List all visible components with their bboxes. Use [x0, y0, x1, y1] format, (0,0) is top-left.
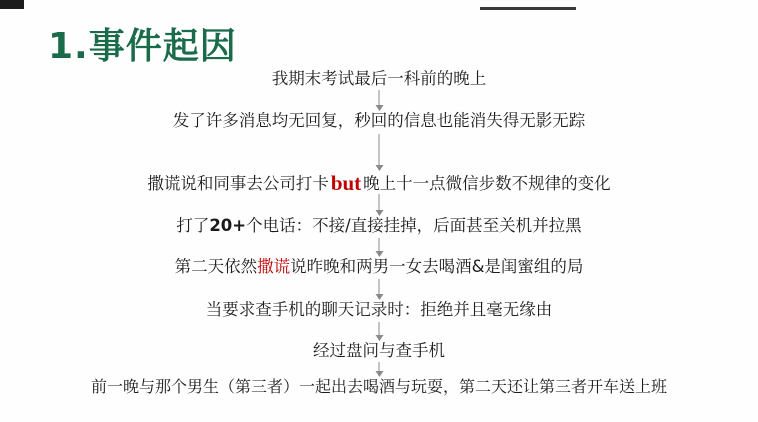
page-title: 1.事件起因 — [48, 26, 237, 67]
flow-arrow-3 — [379, 194, 380, 215]
flow-step-7-text: 经过盘问与查手机 — [313, 341, 445, 360]
flow-step-3-emphasis: but — [330, 171, 362, 195]
flow-step-5 — [0, 258, 758, 276]
flow-step-8-text: 前一晚与那个男生（第三者）一起出去喝酒与玩耍，第二天还让第三者开车送上班 — [90, 377, 667, 396]
flow-step-4-text-a: 打了 — [176, 216, 210, 235]
flow-step-7 — [0, 342, 758, 360]
flow-step-2 — [0, 112, 758, 130]
flow-step-4-text-b: 个电话：不接/直接挂掉，后面甚至关机并拉黑 — [246, 216, 582, 235]
flow-step-6 — [0, 301, 758, 319]
flow-step-3 — [0, 172, 758, 195]
flow-arrow-4 — [379, 238, 380, 256]
flow-step-4-count: 20+ — [209, 216, 247, 235]
flow-step-1-text: 我期末考试最后一科前的晚上 — [271, 69, 487, 88]
flow-arrow-2 — [379, 134, 380, 170]
flow-step-5-text-b: 说昨晚和两男一女去喝酒&是闺蜜组的局 — [290, 257, 584, 276]
flow-step-2-text: 发了许多消息均无回复，秒回的信息也能消失得无影无踪 — [172, 111, 586, 130]
flow-step-3-text-a: 撒谎说和同事去公司打卡 — [147, 174, 329, 193]
flow-step-4 — [0, 217, 758, 235]
flow-arrow-6 — [379, 322, 380, 340]
flow-step-5-text-a: 第二天依然 — [174, 257, 258, 276]
flow-step-5-highlight: 撒谎 — [257, 257, 291, 276]
flow-step-3-text-b: 晚上十一点微信步数不规律的变化 — [363, 174, 611, 193]
top-left-black-bar — [0, 0, 24, 9]
flow-arrow-1 — [379, 90, 380, 110]
flow-arrow-7 — [379, 362, 380, 376]
flow-step-1 — [0, 70, 758, 88]
flow-step-6-text: 当要求查手机的聊天记录时：拒绝并且毫无缘由 — [205, 300, 553, 319]
flow-arrow-5 — [379, 279, 380, 299]
top-rule-decoration — [480, 7, 576, 10]
flow-step-8 — [0, 378, 758, 396]
